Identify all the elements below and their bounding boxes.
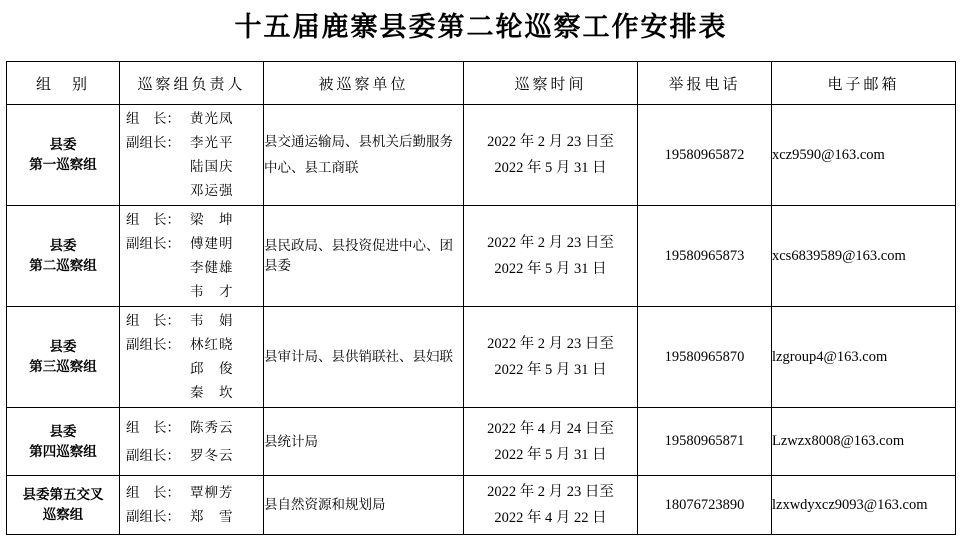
- leader-role: 副组长：: [126, 447, 180, 464]
- inspected-unit-cell: 县交通运输局、县机关后勤服务中心、县工商联: [264, 105, 464, 206]
- table-row: [7, 307, 956, 408]
- leader-role: 组 长：: [126, 485, 180, 501]
- time-end: 2022 年 4 月 22 日: [494, 510, 607, 526]
- leader-line: [120, 414, 263, 442]
- time-start: 2022 年 2 月 23 日至: [487, 484, 614, 500]
- group-name-line: 县委: [49, 423, 77, 440]
- leader-line: [120, 131, 263, 155]
- leader-line: [120, 357, 263, 381]
- leader-role: [120, 280, 190, 304]
- inspected-unit-cell: 县自然资源和规划局: [264, 476, 464, 535]
- phone-cell: 19580965871: [638, 408, 772, 476]
- leader-role: [120, 179, 190, 203]
- leader-line: [120, 232, 263, 256]
- leader-name: 黄光凤: [190, 111, 234, 127]
- leader-line: [120, 381, 263, 405]
- time-cell: [464, 408, 638, 476]
- email-cell: lzxwdyxcz9093@163.com: [772, 476, 956, 535]
- phone-cell: 19580965870: [638, 307, 772, 408]
- time-start: 2022 年 2 月 23 日至: [487, 336, 614, 352]
- leader-role: 副组长：: [126, 236, 180, 252]
- leader-cell: [120, 307, 264, 408]
- time-start: 2022 年 4 月 24 日至: [487, 420, 614, 437]
- table-row: [7, 476, 956, 535]
- header-email: 电子邮箱: [772, 62, 956, 105]
- table-row: [7, 408, 956, 476]
- time-cell: [464, 307, 638, 408]
- table-row: [7, 105, 956, 206]
- group-name-line: 巡察组: [42, 507, 84, 523]
- leader-role: 组 长：: [126, 212, 180, 228]
- phone-cell: 19580965872: [638, 105, 772, 206]
- group-name-line: 县委: [49, 238, 77, 254]
- inspected-unit-cell: 县审计局、县供销联社、县妇联: [264, 307, 464, 408]
- time-end: 2022 年 5 月 31 日: [494, 446, 607, 463]
- header-unit: 被巡察单位: [264, 62, 464, 105]
- leader-line: [120, 155, 263, 179]
- time-start: 2022 年 2 月 23 日至: [487, 134, 614, 150]
- email-cell: xcz9590@163.com: [772, 105, 956, 206]
- group-name-line: 县委: [49, 137, 77, 153]
- leader-role: 组 长：: [126, 111, 180, 127]
- group-cell: [7, 206, 120, 307]
- leader-name: 陆国庆: [190, 159, 234, 175]
- leader-line: [120, 179, 263, 203]
- leader-line: [120, 442, 263, 470]
- leader-name: 邱 俊: [190, 361, 234, 377]
- header-phone: 举报电话: [638, 62, 772, 105]
- group-cell: [7, 476, 120, 535]
- email-cell: Lzwzx8008@163.com: [772, 408, 956, 476]
- group-name-line: 县委第五交叉: [22, 487, 104, 503]
- leader-cell: [120, 206, 264, 307]
- inspected-unit-cell: 县统计局: [264, 408, 464, 476]
- leader-role: 组 长：: [126, 419, 180, 436]
- header-group: 组 别: [7, 62, 120, 105]
- leader-role: [120, 155, 190, 179]
- leader-role: 副组长：: [126, 135, 180, 151]
- time-end: 2022 年 5 月 31 日: [494, 261, 607, 277]
- leader-name: 李健雄: [190, 260, 234, 276]
- time-end: 2022 年 5 月 31 日: [494, 160, 607, 176]
- leader-name: 秦 坎: [190, 385, 234, 401]
- group-name-line: 县委: [49, 339, 77, 355]
- leader-line: [120, 107, 263, 131]
- leader-name: 郑 雪: [190, 509, 234, 525]
- leader-name: 陈秀云: [190, 419, 234, 436]
- leader-name: 韦 娟: [190, 313, 234, 329]
- time-end: 2022 年 5 月 31 日: [494, 362, 607, 378]
- leader-name: 覃柳芳: [190, 485, 234, 501]
- leader-line: [120, 481, 263, 505]
- leader-role: [120, 357, 190, 381]
- group-name-line: 第三巡察组: [29, 359, 97, 375]
- leader-cell: [120, 105, 264, 206]
- group-name-line: 第四巡察组: [29, 443, 97, 460]
- time-cell: [464, 105, 638, 206]
- email-cell: xcs6839589@163.com: [772, 206, 956, 307]
- time-cell: [464, 476, 638, 535]
- table-header-row: [7, 62, 956, 105]
- group-name-line: 第一巡察组: [29, 157, 97, 173]
- phone-cell: 19580965873: [638, 206, 772, 307]
- leader-role: [120, 256, 190, 280]
- leader-role: 组 长：: [126, 313, 180, 329]
- email-cell: lzgroup4@163.com: [772, 307, 956, 408]
- inspected-unit-cell: 县民政局、县投资促进中心、团县委: [264, 206, 464, 307]
- leader-name: 邓运强: [190, 183, 234, 199]
- leader-name: 李光平: [190, 135, 234, 151]
- group-cell: [7, 307, 120, 408]
- leader-role: 副组长：: [126, 509, 180, 525]
- phone-cell: 18076723890: [638, 476, 772, 535]
- leader-name: 傅建明: [190, 236, 234, 252]
- page-title: 十五届鹿寨县委第二轮巡察工作安排表: [234, 12, 728, 43]
- header-time: 巡察时间: [464, 62, 638, 105]
- leader-line: [120, 256, 263, 280]
- leader-line: [120, 333, 263, 357]
- leader-name: 罗冬云: [190, 447, 234, 464]
- leader-name: 梁 坤: [190, 212, 234, 228]
- leader-line: [120, 505, 263, 529]
- leader-line: [120, 309, 263, 333]
- leader-cell: [120, 408, 264, 476]
- group-cell: [7, 408, 120, 476]
- leader-role: [120, 381, 190, 405]
- leader-line: [120, 280, 263, 304]
- table-row: [7, 206, 956, 307]
- leader-role: 副组长：: [126, 337, 180, 353]
- leader-name: 韦 才: [190, 284, 234, 300]
- leader-name: 林红晓: [190, 337, 234, 353]
- time-start: 2022 年 2 月 23 日至: [487, 235, 614, 251]
- header-leader: 巡察组负责人: [120, 62, 264, 105]
- inspection-schedule-table: [6, 61, 956, 535]
- time-cell: [464, 206, 638, 307]
- group-name-line: 第二巡察组: [29, 258, 97, 274]
- leader-line: [120, 208, 263, 232]
- leader-cell: [120, 476, 264, 535]
- group-cell: [7, 105, 120, 206]
